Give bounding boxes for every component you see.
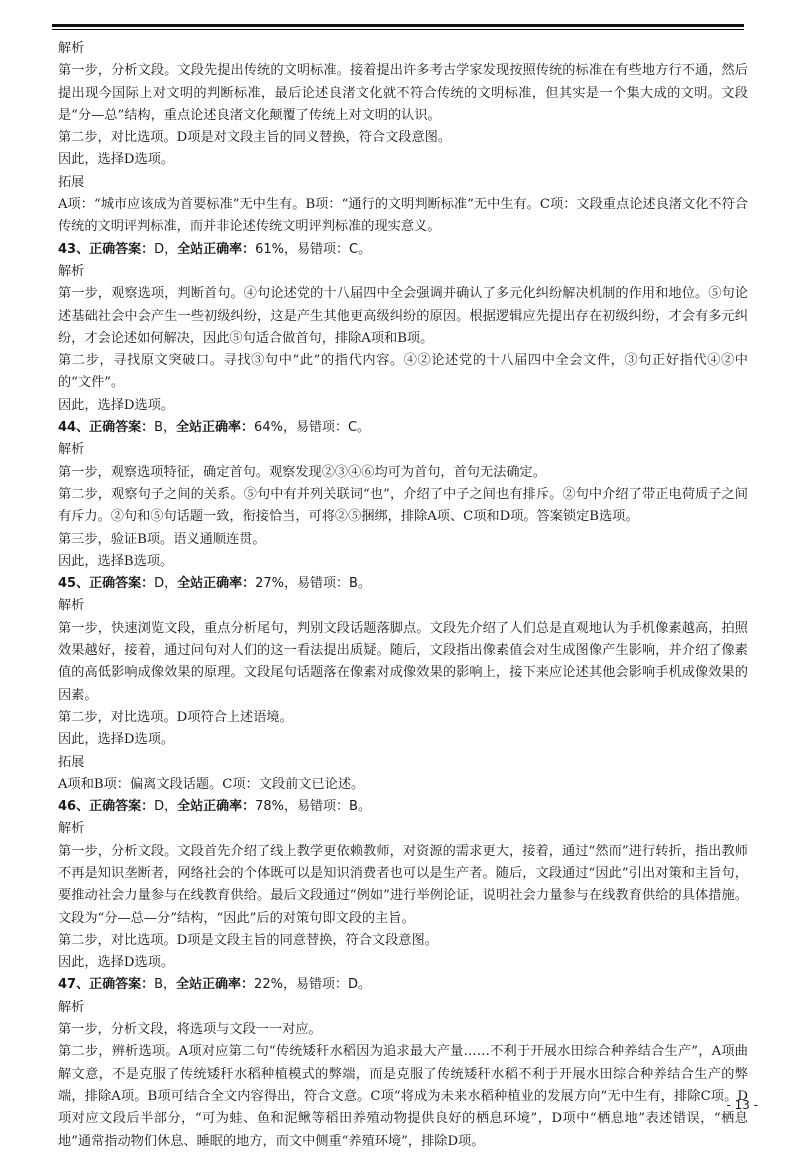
section-q46 — [58, 796, 748, 974]
analysis-heading: 解析 — [58, 821, 85, 837]
accuracy-value: 78%，易错项：B。 — [255, 799, 371, 815]
analysis-step-2: 第二步，观察句子之间的关系。⑤句中有并列关联词“也”，介绍了中子之间也有排斥。②句中介绍了带正电荷质子之间有斥力。②句和⑤句话题一致，衔接恰当，可将②⑤捆绑，排除A项、C项和D项。答案锁定B选项。 — [58, 486, 748, 525]
analysis-conclusion: 因此，选择D选项。 — [58, 397, 175, 413]
answer-label: 正确答案： — [89, 576, 155, 592]
analysis-heading: 解析 — [58, 263, 85, 279]
answer-label: 正确答案： — [89, 799, 155, 815]
analysis-step-1: 第一步，观察选项特征，确定首句。观察发现②③④⑥均可为首句，首句无法确定。 — [58, 464, 546, 480]
section-q45 — [58, 573, 748, 796]
accuracy-label: 全站正确率： — [177, 241, 256, 257]
answer-value: D， — [154, 576, 178, 592]
page-content — [58, 38, 748, 1153]
analysis-step-2: 第二步，对比选项。D项是对文段主旨的同义替换，符合文段意图。 — [58, 130, 452, 146]
analysis-step-1: 第一步，分析文段。文段先提出传统的文明标准。接着提出许多考古学家发现按照传统的标准在有些地方行不通，然后提出现今国际上对文明的判断标准，最后论述良渚文化就不符合传统的文明标准，但其实是一个集大成的文明。文段是“分—总”结构，重点论述良渚文化颠覆了传统上对文明的认识。 — [58, 63, 748, 123]
accuracy-value: 61%，易错项：C。 — [255, 241, 372, 257]
analysis-heading: 解析 — [58, 598, 85, 614]
analysis-step-1: 第一步，观察选项，判断首句。④句论述党的十八届四中全会强调并确认了多元化纠纷解决机制的作用和地位。⑤句论述基础社会中会产生一些初级纠纷，这是产生其他更高级纠纷的原因。根据逻辑应先提出存在初级纠纷，才会有多元纠纷，才会论述如何解决，因此⑤句适合做首句，排除A项和B项。 — [58, 286, 748, 346]
analysis-conclusion: 因此，选择D选项。 — [58, 955, 175, 971]
analysis-heading: 解析 — [58, 41, 85, 56]
accuracy-label: 全站正确率： — [176, 420, 255, 436]
analysis-step-2: 第二步，辨析选项。A项对应第二句“传统矮秆水稻因为追求最大产量……不利于开展水田综合种养结合生产”，A项曲解文意，不是克服了传统矮秆水稻种植模式的弊端，而是克服了传统矮秆水稻不利于开展水田综合种养结合生产的弊端，排除A项。B项可结合全文内容得出，符合文意。C项“将成为未来水稻种植业的发展方向”无中生有，排除C项。D项对应文段后半部分，“可为蛙、鱼和泥鳅等稻田养殖动物提供良好的栖息环境”，D项中“栖息地”表述错误，“栖息地”通常指动物们休息、睡眠的地方，而文中侧重“养殖环境”，排除D项。 — [58, 1044, 748, 1149]
analysis-step-1: 第一步，分析文段，将选项与文段一一对应。 — [58, 1022, 322, 1038]
answer-label: 正确答案： — [89, 420, 155, 436]
answer-line — [58, 573, 748, 595]
analysis-conclusion: 因此，选择B选项。 — [58, 553, 174, 569]
answer-label: 正确答案： — [89, 977, 155, 993]
answer-value: D， — [154, 799, 178, 815]
page-number: - 13 - — [726, 1098, 758, 1112]
header-rule-thick — [52, 24, 744, 27]
answer-label: 正确答案： — [89, 241, 155, 257]
question-number: 45、 — [58, 576, 90, 592]
analysis-step-1: 第一步，快速浏览文段，重点分析尾句，判别文段话题落脚点。文段先介绍了人们总是直观地认为手机像素越高，拍照效果越好，接着，通过问句对人们的这一看法提出质疑。随后，文段指出像素值会对生成图像产生影响，并介绍了像素值的高低影响成像效果的原理。文段尾句话题落在像素对成像效果的影响上，接下来应论述其他会影响手机成像效果的因素。 — [58, 620, 748, 703]
analysis-heading: 解析 — [58, 999, 85, 1015]
section-q42 — [58, 38, 748, 239]
extension-text: A项：“城市应该成为首要标准”无中生有。B项：“通行的文明判断标准”无中生有。C项：文段重点论述良渚文化不符合传统的文明评判标准，而并非论述传统文明评判标准的现实意义。 — [58, 197, 748, 235]
analysis-conclusion: 因此，选择D选项。 — [58, 152, 175, 168]
section-q43 — [58, 239, 748, 417]
answer-line — [58, 417, 748, 439]
answer-line — [58, 796, 748, 818]
analysis-conclusion: 因此，选择D选项。 — [58, 732, 175, 748]
answer-value: D， — [154, 241, 178, 257]
accuracy-value: 64%，易错项：C。 — [254, 420, 371, 436]
question-number: 47、 — [58, 977, 90, 993]
section-q44 — [58, 417, 748, 573]
accuracy-label: 全站正确率： — [176, 977, 255, 993]
analysis-step-1: 第一步，分析文段。文段首先介绍了线上教学更依赖教师，对资源的需求更大，接着，通过“然而”进行转折，指出教师不再是知识垄断者，网络社会的个体既可以是知识消费者也可以是生产者。随后，文段通过“因此”引出对策和主旨句，要推动社会力量参与在线教育供给。最后文段通过“例如”进行举例论证，说明社会力量参与在线教育供给的具体措施。文段为“分—总—分”结构，“因此”后的对策句即文段的主旨。 — [58, 843, 748, 926]
accuracy-label: 全站正确率： — [177, 576, 256, 592]
answer-value: B， — [154, 420, 177, 436]
answer-line — [58, 239, 748, 261]
analysis-step-2: 第二步，寻找原文突破口。寻找③句中“此”的指代内容。④②论述党的十八届四中全会文件，③句正好指代④②中的“文件”。 — [58, 353, 748, 391]
answer-value: B， — [154, 977, 177, 993]
extension-text: A项和B项：偏离文段话题。C项：文段前文已论述。 — [58, 776, 365, 792]
analysis-step-3: 第三步，验证B项。语义通顺连贯。 — [58, 531, 266, 547]
analysis-step-2: 第二步，对比选项。D项是文段主旨的同意替换，符合文段意图。 — [58, 932, 438, 948]
extension-heading: 拓展 — [58, 754, 85, 770]
answer-line — [58, 974, 748, 996]
header-rule-thin — [52, 29, 744, 30]
analysis-step-2: 第二步，对比选项。D项符合上述语境。 — [58, 709, 293, 725]
question-number: 43、 — [58, 241, 90, 257]
analysis-heading: 解析 — [58, 442, 85, 458]
accuracy-value: 22%，易错项：D。 — [254, 977, 371, 993]
section-q47 — [58, 974, 748, 1152]
accuracy-value: 27%，易错项：B。 — [255, 576, 371, 592]
accuracy-label: 全站正确率： — [177, 799, 256, 815]
question-number: 46、 — [58, 799, 90, 815]
extension-heading: 拓展 — [58, 174, 85, 190]
question-number: 44、 — [58, 420, 90, 436]
